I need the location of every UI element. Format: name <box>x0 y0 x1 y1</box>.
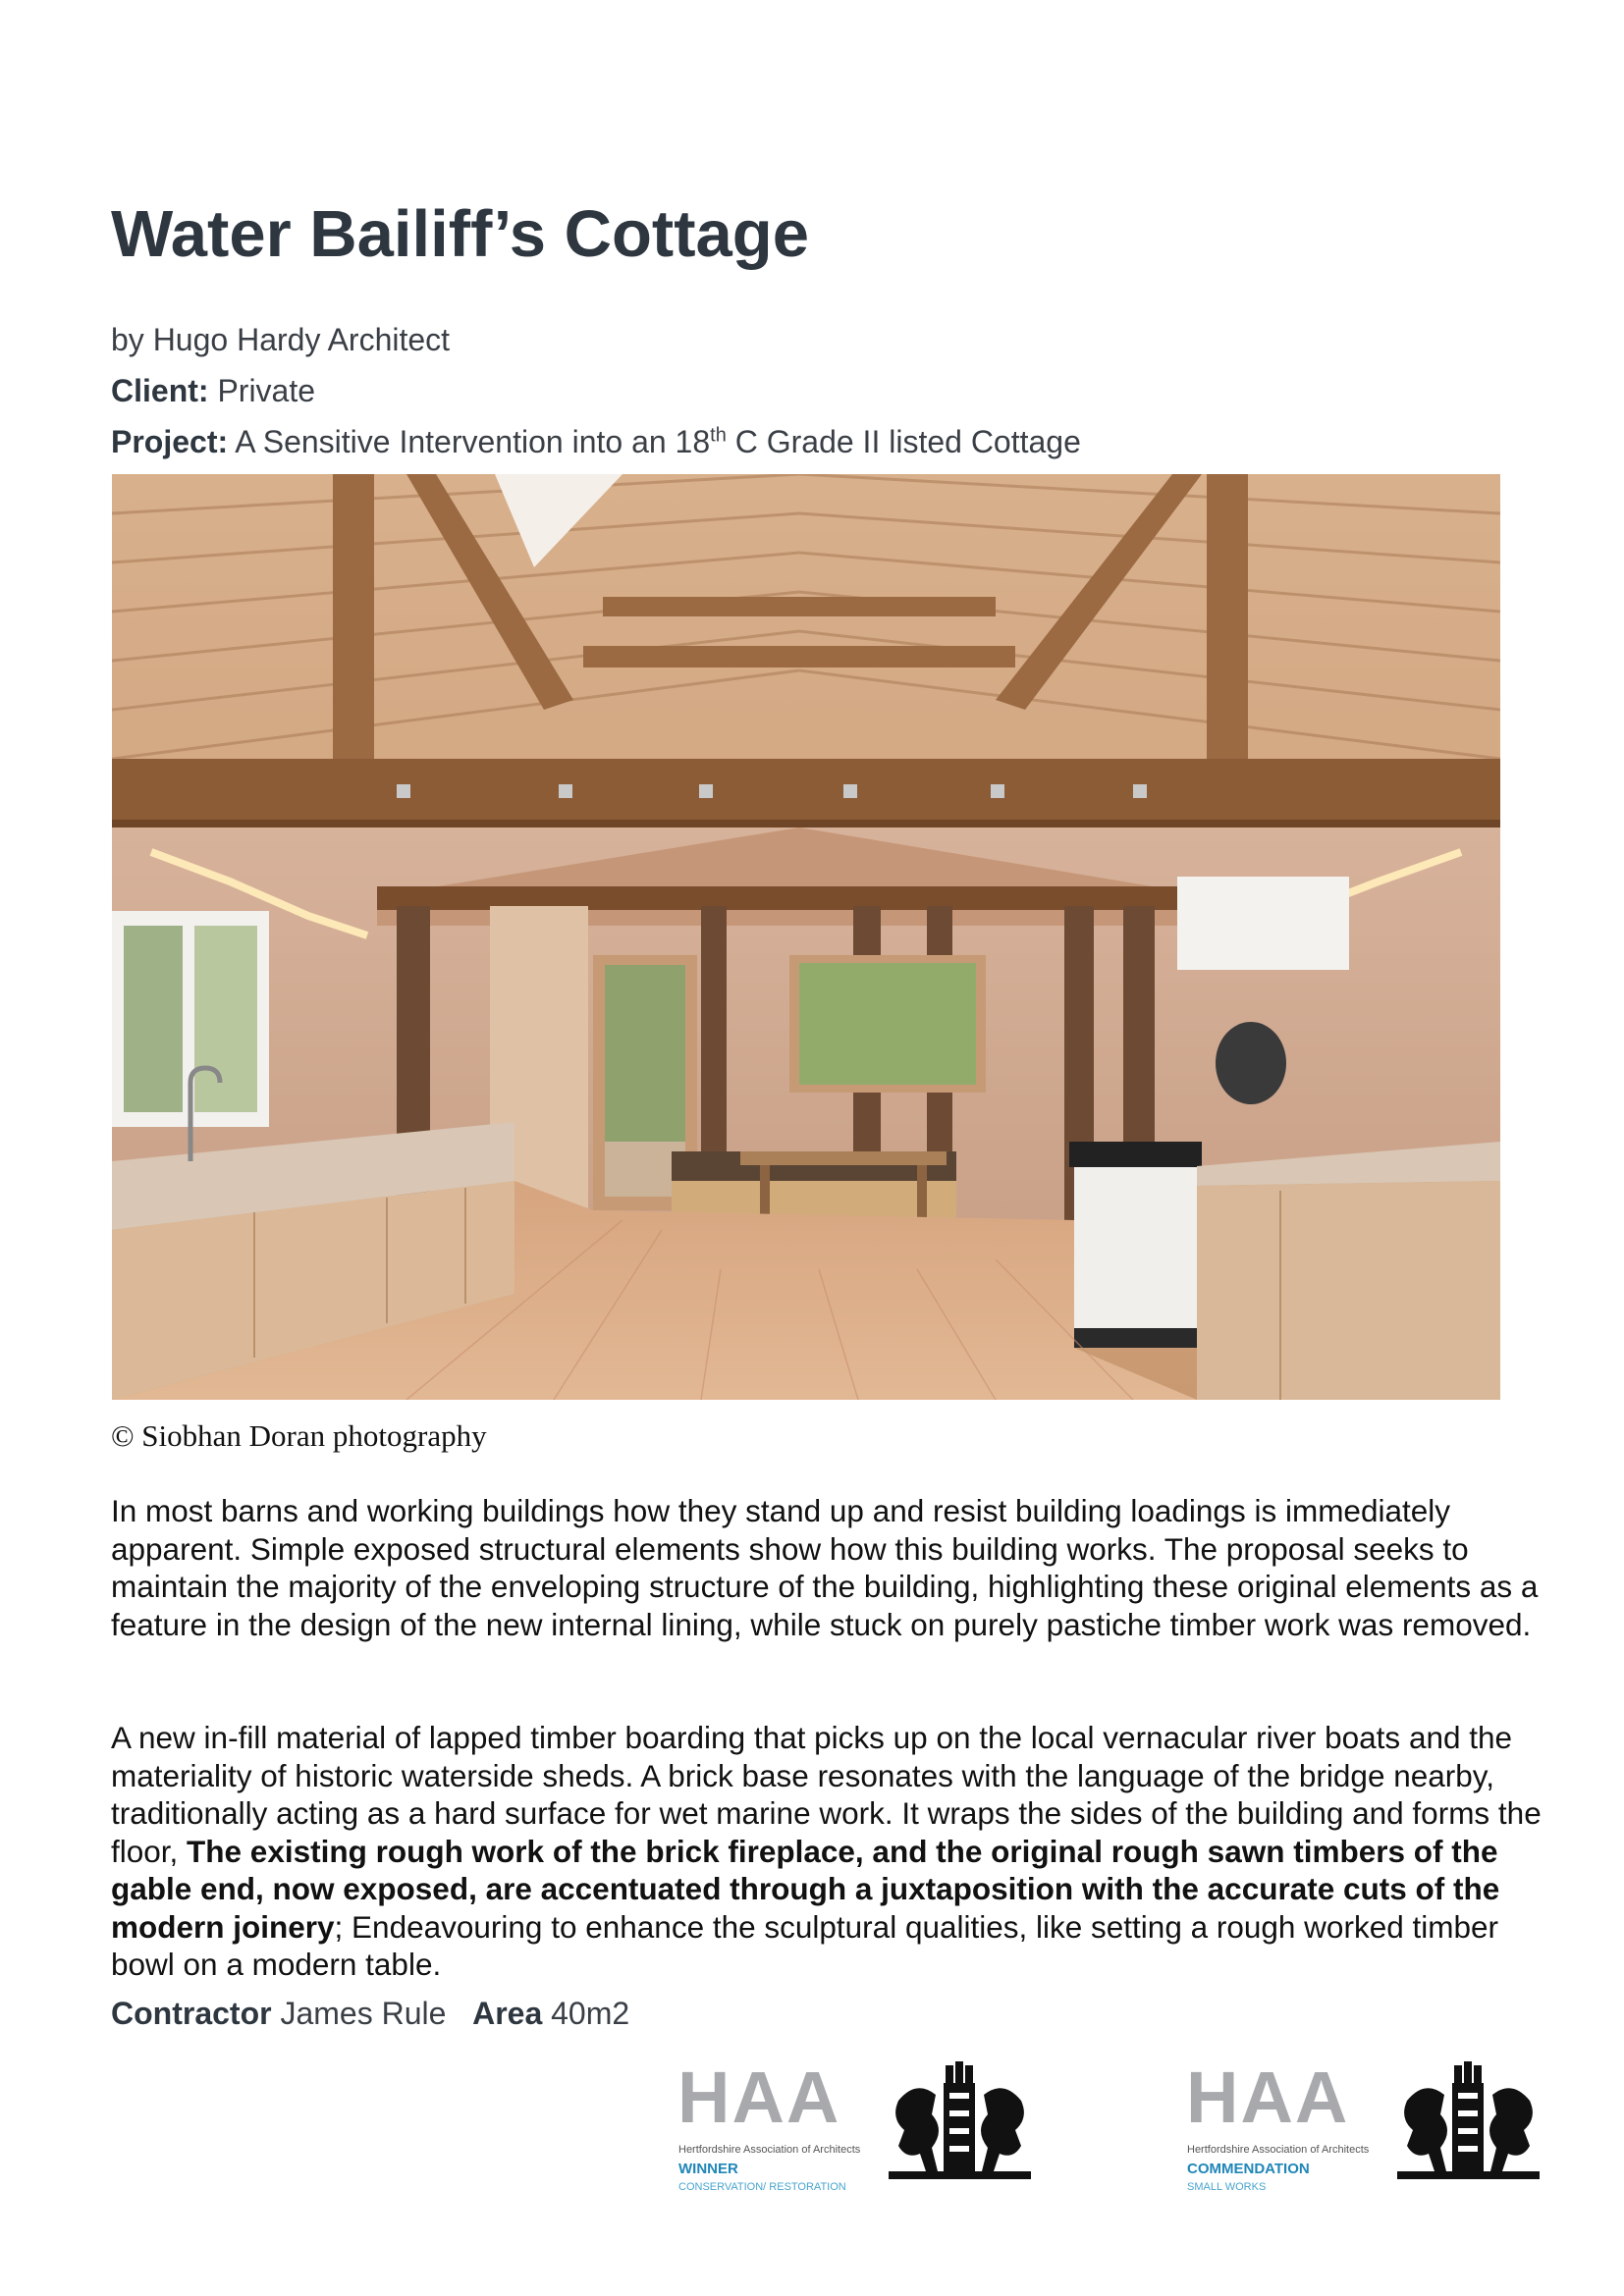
project-label: Project: <box>111 424 229 459</box>
body-paragraph-2-emphasis: The existing rough work of the brick fireplace, and the original rough sawn timbers of the gable end, now exposed, are accentuated through a juxtaposition with the accurate cuts of the modern joinery <box>111 1833 1500 1945</box>
award-status: COMMENDATION <box>1187 2161 1310 2177</box>
project-details <box>111 1996 629 2032</box>
body-paragraph-2 <box>111 1719 1554 1984</box>
page-title: Water Bailiff’s Cottage <box>111 197 809 271</box>
haa-logo: HAA <box>677 2056 841 2138</box>
body-paragraph-1: In most barns and working buildings how they stand up and resist building loadings is immediately apparent. Simple exposed structural elements show how this building works. The proposal seeks to maintain the majority of the enveloping structure of the building, highlighting these original elements as a feature in the design of the new internal lining, while stuck on purely pastiche timber work was removed. <box>111 1493 1539 1642</box>
area-value: 40m2 <box>542 1996 630 2031</box>
award-commendation-badge <box>1186 2056 1559 2199</box>
award-status: WINNER <box>678 2161 738 2177</box>
award-category: SMALL WORKS <box>1187 2181 1267 2193</box>
project-superscript: th <box>710 424 727 447</box>
interior-photo <box>112 474 1500 1400</box>
haa-organisation: Hertfordshire Association of Architects <box>678 2144 861 2156</box>
project-value-end: C Grade II listed Cottage <box>726 424 1081 459</box>
project-line <box>111 424 1081 460</box>
project-value-start: A Sensitive Intervention into an 18 <box>228 424 711 459</box>
heraldic-crest-icon <box>1397 2061 1540 2184</box>
heraldic-crest-icon <box>889 2061 1031 2184</box>
haa-organisation: Hertfordshire Association of Architects <box>1187 2144 1370 2156</box>
body-paragraph-2-start: A new in-fill material of lapped timber boarding that picks up on the local vernacular river boats and the materiality of historic waterside sheds. A brick base resonates with the language of the bridge nearby, traditionally acting as a hard surface for wet marine work. It wraps the sides of the building and forms the floor, <box>111 1720 1542 1869</box>
architect-byline: by Hugo Hardy Architect <box>111 322 451 357</box>
client-label: Client: <box>111 373 209 408</box>
award-category: CONSERVATION/ RESTORATION <box>678 2181 846 2193</box>
client-value: Private <box>208 373 316 408</box>
contractor-value: James Rule <box>271 1996 447 2031</box>
body-paragraph-2-end: ; Endeavouring to enhance the sculptural qualities, like setting a rough worked timber bowl on a modern table. <box>111 1908 1498 1982</box>
photo-credit: © Siobhan Doran photography <box>111 1418 487 1453</box>
kitchen-interior-illustration <box>112 474 1500 1400</box>
award-winner-badge <box>677 2056 1051 2199</box>
client-line <box>111 373 315 409</box>
contractor-label: Contractor <box>111 1996 272 2031</box>
area-label: Area <box>472 1996 543 2031</box>
haa-logo: HAA <box>1186 2056 1350 2138</box>
